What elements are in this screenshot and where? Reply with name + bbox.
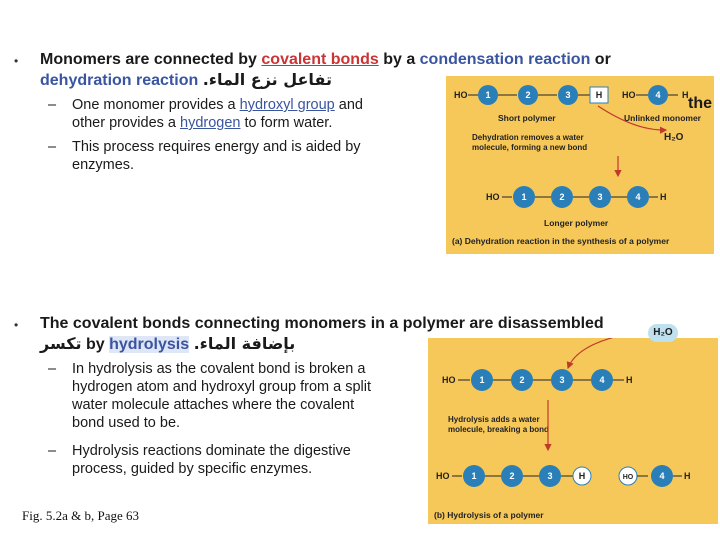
- term-dehydration: dehydration reaction: [40, 72, 199, 89]
- svg-text:2: 2: [525, 90, 531, 100]
- svg-text:3: 3: [559, 375, 565, 385]
- bullet-2-sub-1: – In hydrolysis as the covalent bond is broken a hydrogen atom and hydroxyl group from a split water molecule attaches where the covalent bond used to be.: [48, 361, 372, 431]
- figure-b-caption: (b) Hydrolysis of a polymer: [434, 510, 544, 520]
- svg-text:1: 1: [521, 192, 527, 202]
- bullet-1-sub-1: – One monomer provides a hydroxyl group and other provides a hydrogen to form water.: [48, 97, 363, 131]
- ho-label-short: HO: [454, 90, 468, 100]
- term-hydroxyl: hydroxyl group: [239, 97, 335, 113]
- svg-text:2: 2: [519, 375, 525, 385]
- svg-text:4: 4: [659, 471, 665, 481]
- term-condensation: condensation reaction: [419, 51, 591, 68]
- svg-text:3: 3: [565, 90, 571, 100]
- bullet-2-text: The covalent bonds connecting monomers in a polymer are disassembled تكسر by hydrolysis بإضافة الماء.: [40, 315, 604, 353]
- figure-a-diagram: [446, 76, 714, 254]
- water-molecule-badge: H₂O: [648, 324, 678, 342]
- svg-text:HO: HO: [622, 474, 634, 481]
- arabic-adding-water: بإضافة الماء.: [193, 334, 296, 353]
- unlinked-monomer-label: Unlinked monomer: [624, 113, 701, 123]
- hydrolysis-note-1: Hydrolysis adds a water: [448, 415, 540, 424]
- bullet-marker: •: [14, 54, 19, 68]
- svg-text:1: 1: [485, 90, 491, 100]
- svg-text:2: 2: [509, 471, 515, 481]
- term-covalent-bonds: covalent bonds: [261, 51, 379, 68]
- svg-text:H: H: [684, 471, 691, 481]
- hydrolysis-note-2: molecule, breaking a bond: [448, 425, 549, 434]
- bullet-1-text: Monomers are connected by covalent bonds by a condensation reaction or dehydration reaction تفاعل نزع الماء.: [40, 51, 611, 89]
- ho-label-unlinked: HO: [622, 90, 636, 100]
- svg-text:3: 3: [547, 471, 553, 481]
- svg-text:2: 2: [559, 192, 565, 202]
- arabic-dehydration: تفاعل نزع الماء.: [202, 70, 332, 89]
- trailing-word: the: [688, 95, 712, 112]
- svg-text:H: H: [682, 90, 689, 100]
- svg-text:H: H: [595, 90, 603, 100]
- dehydration-note-1: Dehydration removes a water: [472, 133, 584, 142]
- source-caption: Fig. 5.2a & b, Page 63: [22, 508, 139, 523]
- arabic-break: تكسر: [40, 334, 82, 353]
- svg-text:4: 4: [655, 90, 661, 100]
- svg-text:1: 1: [479, 375, 485, 385]
- figure-b-diagram: [428, 338, 718, 524]
- longer-polymer-label: Longer polymer: [544, 218, 609, 228]
- term-hydrogen: hydrogen: [180, 115, 241, 131]
- svg-text:H: H: [660, 192, 667, 202]
- ho-label-polymer: HO: [442, 375, 456, 385]
- svg-text:4: 4: [635, 192, 641, 202]
- svg-text:H: H: [578, 471, 586, 481]
- svg-text:4: 4: [599, 375, 605, 385]
- short-polymer-label: Short polymer: [498, 113, 556, 123]
- figure-a-caption: (a) Dehydration reaction in the synthesis of a polymer: [452, 236, 670, 246]
- dehydration-note-2: molecule, forming a new bond: [472, 143, 588, 152]
- ho-label-split: HO: [436, 471, 450, 481]
- svg-text:1: 1: [471, 471, 477, 481]
- water-label: H₂O: [664, 132, 684, 143]
- ho-label-long: HO: [486, 192, 500, 202]
- term-hydrolysis: hydrolysis: [109, 336, 190, 353]
- svg-text:3: 3: [597, 192, 603, 202]
- bullet-marker: •: [14, 318, 19, 332]
- bullet-1-sub-2: – This process requires energy and is aided by enzymes.: [48, 139, 361, 173]
- bullet-2-sub-2: – Hydrolysis reactions dominate the digestive process, guided by specific enzymes.: [48, 443, 351, 477]
- svg-text:H: H: [626, 375, 633, 385]
